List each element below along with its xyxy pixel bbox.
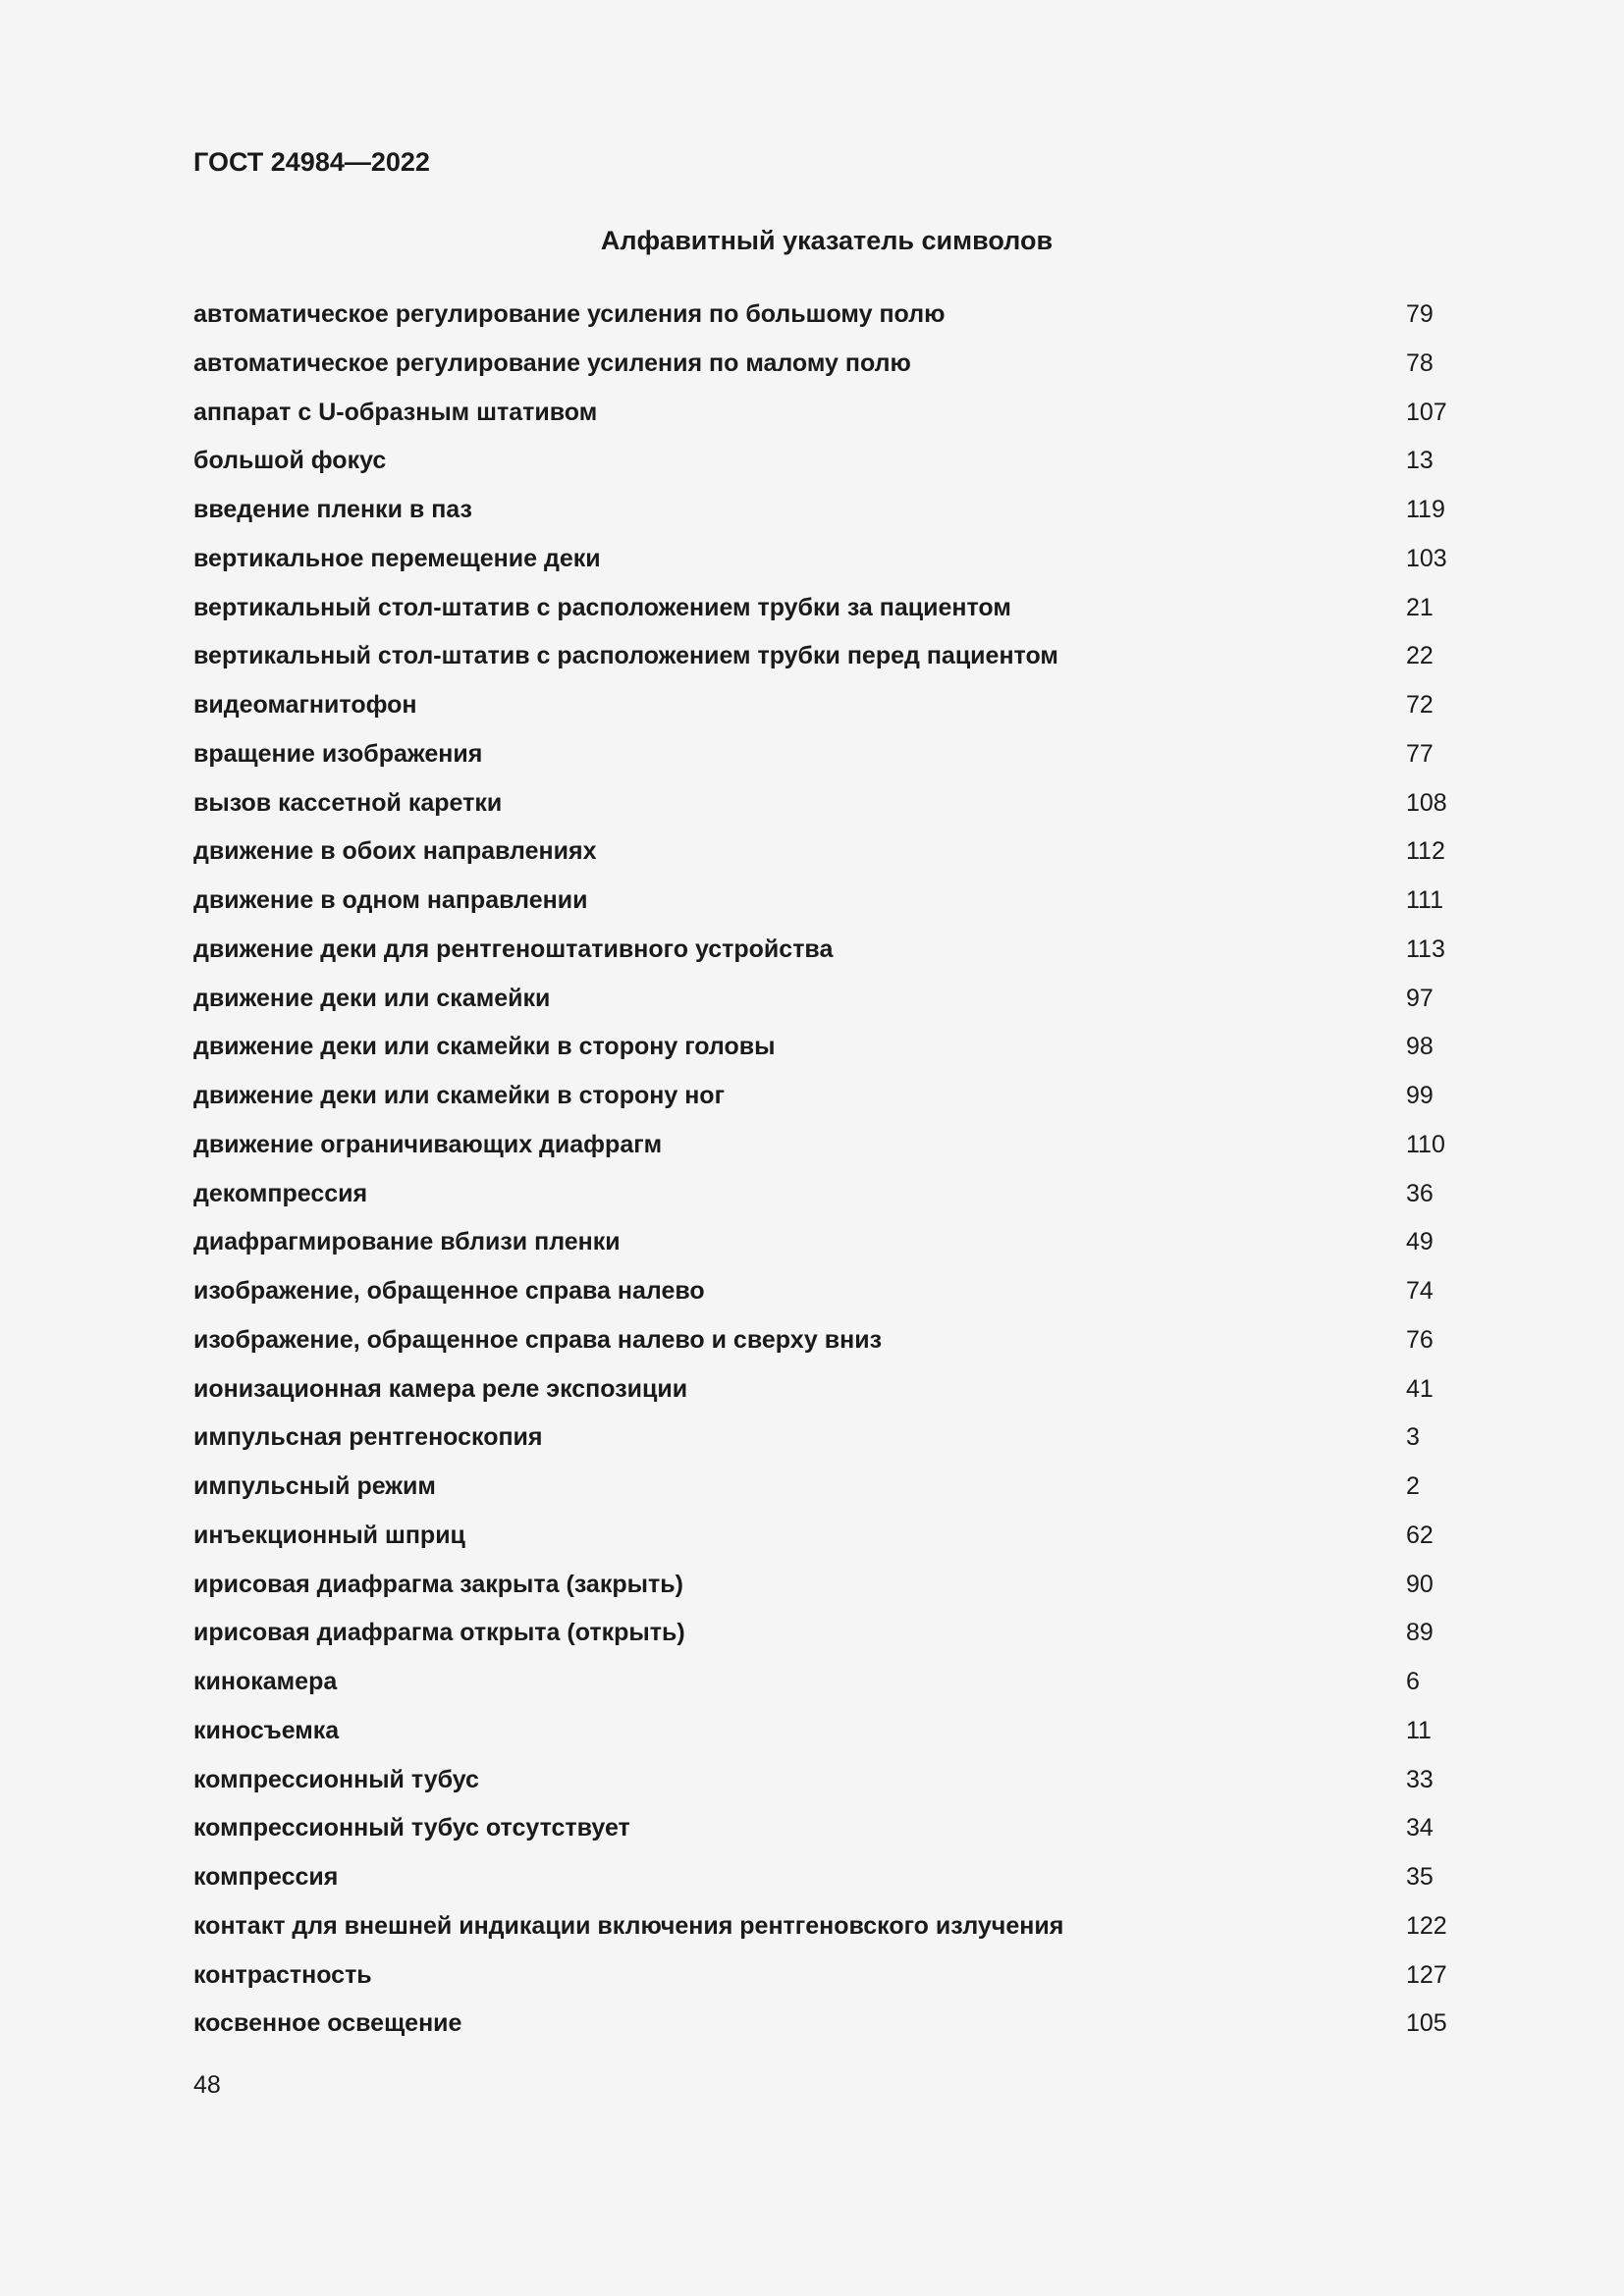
index-entry — [193, 740, 1470, 789]
index-entry — [193, 1423, 1470, 1472]
entry-number: 89 — [1406, 1619, 1434, 1647]
entry-term: киносъемка — [193, 1716, 340, 1744]
index-entry — [193, 642, 1470, 691]
index-entry — [193, 985, 1470, 1034]
index-entry — [193, 447, 1470, 496]
index-entry — [193, 1668, 1470, 1717]
index-entry — [193, 1228, 1470, 1277]
entry-term: изображение, обращенное справа налево и сверху вниз — [193, 1325, 883, 1354]
entry-term: введение пленки в паз — [193, 496, 472, 523]
entry-number: 119 — [1406, 496, 1445, 523]
index-entry — [193, 1961, 1470, 2010]
index-entry — [193, 349, 1470, 399]
index-entry — [193, 1863, 1470, 1912]
entry-number: 62 — [1406, 1521, 1434, 1549]
entry-term: автоматическое регулирование усиления по малому полю — [193, 348, 911, 377]
page-title: Алфавитный указатель символов — [600, 226, 1054, 255]
entry-number: 74 — [1406, 1277, 1434, 1305]
entry-number: 22 — [1406, 642, 1434, 670]
entry-number: 112 — [1406, 837, 1445, 866]
entry-number: 113 — [1406, 934, 1445, 963]
entry-term: вызов кассетной каретки — [193, 788, 503, 817]
entry-term: декомпрессия — [193, 1179, 368, 1207]
index-entry — [193, 594, 1470, 643]
entry-number: 97 — [1406, 984, 1434, 1012]
entry-term: вращение изображения — [193, 739, 483, 768]
entry-term: компрессионный тубус отсутствует — [193, 1814, 630, 1842]
index-entry — [193, 1082, 1470, 1131]
index-entry — [193, 691, 1470, 740]
index-entry — [193, 1912, 1470, 1961]
entry-term: видеомагнитофон — [193, 691, 417, 719]
entry-term: кинокамера — [193, 1668, 338, 1695]
entry-number: 21 — [1406, 593, 1434, 621]
entry-term: инъекционный шприц — [193, 1521, 465, 1549]
entry-term: движение в обоих направлениях — [193, 837, 597, 866]
entry-term: движение деки или скамейки — [193, 984, 551, 1012]
index-entry — [193, 886, 1470, 935]
entry-number: 13 — [1406, 447, 1434, 475]
entry-term: большой фокус — [193, 447, 387, 475]
entry-term: движение деки или скамейки в сторону головы — [193, 1033, 776, 1061]
index-entry — [193, 1180, 1470, 1229]
index-entry — [193, 837, 1470, 886]
entry-term: косвенное освещение — [193, 2009, 462, 2038]
entry-number: 127 — [1406, 1960, 1447, 1989]
index-entry — [193, 545, 1470, 594]
index-entry — [193, 789, 1470, 838]
entry-number: 111 — [1406, 886, 1444, 914]
entry-number: 78 — [1406, 348, 1434, 377]
entry-term: движение деки или скамейки в сторону ног — [193, 1082, 725, 1109]
entry-number: 36 — [1406, 1179, 1434, 1207]
entry-number: 108 — [1406, 788, 1447, 817]
index-entry — [193, 1571, 1470, 1620]
entry-term: изображение, обращенное справа налево — [193, 1277, 705, 1305]
index-entry — [193, 496, 1470, 545]
entry-number: 34 — [1406, 1814, 1434, 1842]
entry-number: 103 — [1406, 544, 1447, 572]
index-entry — [193, 399, 1470, 448]
index-entry — [193, 1277, 1470, 1326]
entry-term: ирисовая диафрагма закрыта (закрыть) — [193, 1570, 683, 1598]
entry-number: 79 — [1406, 300, 1434, 328]
entry-number: 110 — [1406, 1130, 1445, 1158]
entry-term: компрессионный тубус — [193, 1765, 479, 1793]
entry-number: 49 — [1406, 1228, 1434, 1256]
index-entry — [193, 300, 1470, 349]
entry-term: вертикальный стол-штатив с расположением трубки за пациентом — [193, 593, 1011, 621]
entry-term: диафрагмирование вблизи пленки — [193, 1228, 621, 1256]
entry-term: движение деки для рентгенoштативного устройства — [193, 934, 834, 963]
index-entry — [193, 1814, 1470, 1863]
entry-number: 2 — [1406, 1472, 1420, 1500]
entry-number: 107 — [1406, 398, 1447, 426]
entry-number: 122 — [1406, 1911, 1447, 1940]
entry-term: импульсная рентгеноскопия — [193, 1423, 543, 1452]
entry-number: 3 — [1406, 1423, 1420, 1452]
entry-term: аппарат с U-образным штативом — [193, 398, 598, 426]
entry-number: 77 — [1406, 739, 1434, 768]
entry-term: вертикальное перемещение деки — [193, 544, 601, 572]
entry-number: 76 — [1406, 1325, 1434, 1354]
index-entry — [193, 1717, 1470, 1766]
index-entry — [193, 1375, 1470, 1424]
entry-term: вертикальный стол-штатив с расположением трубки перед пациентом — [193, 642, 1058, 670]
page-number: 48 — [193, 2071, 221, 2099]
index-entry — [193, 2009, 1470, 2058]
entry-number: 6 — [1406, 1668, 1420, 1695]
symbol-index-list — [193, 300, 1470, 2058]
entry-term: автоматическое регулирование усиления по большому полю — [193, 300, 946, 328]
index-entry — [193, 1326, 1470, 1375]
index-entry — [193, 1033, 1470, 1082]
entry-term: движение ограничивающих диафрагм — [193, 1130, 663, 1158]
entry-term: контрастность — [193, 1960, 372, 1989]
entry-term: ионизационная камера реле экспозиции — [193, 1374, 688, 1403]
entry-number: 99 — [1406, 1082, 1434, 1109]
entry-term: контакт для внешней индикации включения рентгеновского излучения — [193, 1911, 1064, 1940]
index-entry — [193, 1766, 1470, 1815]
entry-term: импульсный режим — [193, 1472, 436, 1500]
entry-number: 35 — [1406, 1863, 1434, 1891]
entry-number: 33 — [1406, 1765, 1434, 1793]
index-entry — [193, 935, 1470, 985]
entry-term: компрессия — [193, 1863, 339, 1891]
entry-number: 72 — [1406, 691, 1434, 719]
entry-number: 105 — [1406, 2009, 1447, 2038]
entry-term: движение в одном направлении — [193, 886, 588, 914]
entry-number: 41 — [1406, 1374, 1434, 1403]
index-entry — [193, 1522, 1470, 1571]
entry-number: 90 — [1406, 1570, 1434, 1598]
index-entry — [193, 1472, 1470, 1522]
entry-number: 98 — [1406, 1033, 1434, 1061]
index-entry — [193, 1131, 1470, 1180]
entry-number: 11 — [1406, 1716, 1432, 1744]
index-entry — [193, 1619, 1470, 1668]
entry-term: ирисовая диафрагма открыта (открыть) — [193, 1619, 685, 1647]
document-id: ГОСТ 24984—2022 — [193, 147, 430, 177]
